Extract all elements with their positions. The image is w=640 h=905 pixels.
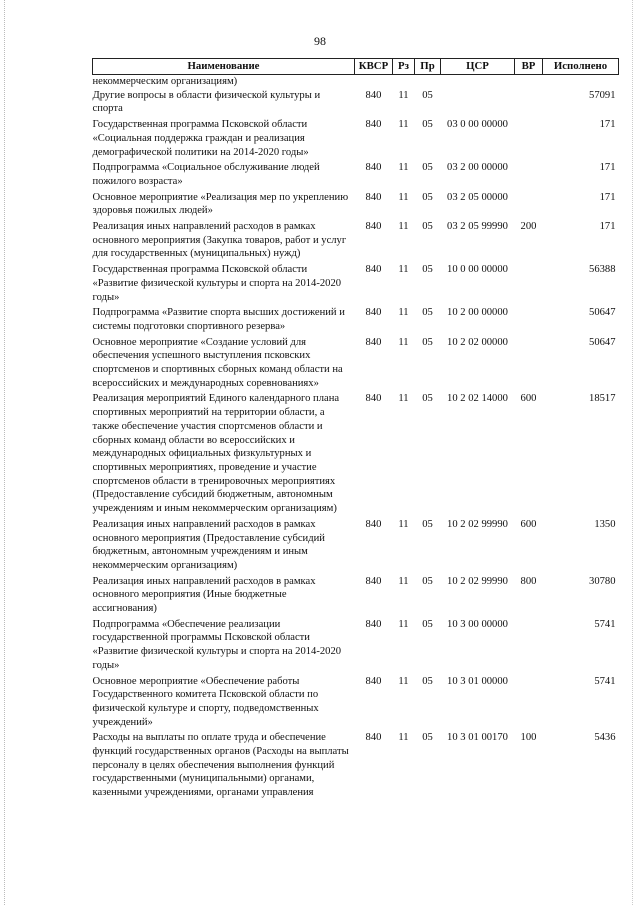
cell-kvsr: 840 bbox=[365, 732, 382, 744]
cell-kvsr: 840 bbox=[365, 336, 382, 348]
cell-done: 171 bbox=[599, 119, 616, 131]
cell-rz: 11 bbox=[398, 162, 409, 174]
cell-done: 171 bbox=[599, 191, 616, 203]
cell-csr: 10 2 02 14000 bbox=[447, 393, 508, 405]
table-row bbox=[93, 191, 619, 220]
cell-rz: 11 bbox=[398, 336, 409, 348]
cell-csr: 03 2 00 00000 bbox=[447, 162, 508, 174]
cell-pr: 05 bbox=[422, 518, 433, 530]
cell-done: 18517 bbox=[589, 393, 616, 405]
cell-vr bbox=[515, 263, 543, 306]
table-row bbox=[93, 75, 619, 89]
cell-csr: 10 0 00 00000 bbox=[447, 264, 508, 276]
table-row bbox=[93, 575, 619, 618]
cell-vr bbox=[515, 618, 543, 675]
cell-kvsr: 840 bbox=[365, 119, 382, 131]
header-name: Наименование bbox=[93, 59, 355, 75]
cell-kvsr bbox=[355, 75, 393, 89]
cell-csr: 10 3 01 00170 bbox=[447, 732, 508, 744]
cell-pr: 05 bbox=[422, 393, 433, 405]
cell-pr: 05 bbox=[422, 89, 433, 101]
cell-kvsr: 840 bbox=[365, 618, 382, 630]
header-done: Исполнено bbox=[543, 59, 619, 75]
cell-rz: 11 bbox=[398, 393, 409, 405]
table-header-row bbox=[93, 59, 619, 75]
table-row bbox=[93, 220, 619, 263]
cell-rz: 11 bbox=[398, 264, 409, 276]
cell-vr bbox=[515, 75, 543, 89]
cell-kvsr: 840 bbox=[365, 221, 382, 233]
cell-name: Реализация мероприятий Единого календарного плана спортивных мероприятий на территории области, а также обеспечение участия спортсменов области и сборных команд области во всероссийских и международных официальных физкультурных и спортивных мероприятиях, проведение и участие спортсменов области в тренировочных мероприятиях (Предоставление субсидий бюджетным, автономным учреждениям и иным некоммерческим организациям) bbox=[92, 393, 340, 515]
cell-pr: 05 bbox=[422, 191, 433, 203]
cell-kvsr: 840 bbox=[365, 675, 382, 687]
cell-rz: 11 bbox=[398, 89, 409, 101]
cell-csr: 10 2 02 99990 bbox=[447, 518, 508, 530]
header-kvsr: КВСР bbox=[355, 59, 393, 75]
cell-kvsr: 840 bbox=[365, 307, 382, 319]
cell-vr bbox=[515, 336, 543, 393]
cell-pr: 05 bbox=[422, 675, 433, 687]
cell-done: 1350 bbox=[594, 518, 616, 530]
table-row bbox=[93, 731, 619, 802]
cell-rz: 11 bbox=[398, 618, 409, 630]
scan-edge-left bbox=[4, 0, 6, 905]
cell-csr: 03 2 05 00000 bbox=[447, 191, 508, 203]
cell-csr: 10 3 00 00000 bbox=[447, 618, 508, 630]
cell-pr bbox=[415, 75, 441, 89]
cell-kvsr: 840 bbox=[365, 89, 382, 101]
cell-pr: 05 bbox=[422, 264, 433, 276]
cell-rz: 11 bbox=[398, 732, 409, 744]
cell-rz: 11 bbox=[398, 518, 409, 530]
table-row bbox=[93, 518, 619, 575]
cell-rz bbox=[393, 75, 415, 89]
cell-done bbox=[543, 75, 619, 89]
table-row bbox=[93, 118, 619, 161]
header-rz: Рз bbox=[393, 59, 415, 75]
cell-name: Государственная программа Псковской области «Социальная поддержка граждан и реализация демографической политики на 2014-2020 годы» bbox=[92, 119, 309, 158]
cell-done: 171 bbox=[599, 221, 616, 233]
cell-done: 5741 bbox=[594, 675, 616, 687]
cell-vr bbox=[515, 306, 543, 335]
cell-vr bbox=[515, 161, 543, 190]
cell-vr bbox=[515, 675, 543, 732]
cell-name: Реализация иных направлений расходов в рамках основного мероприятия (Предоставление субсидий бюджетным, автономным учреждениям и иным некоммерческим организациям) bbox=[92, 518, 325, 571]
cell-csr bbox=[441, 75, 515, 89]
cell-vr bbox=[515, 191, 543, 220]
cell-vr: 200 bbox=[520, 221, 537, 233]
cell-done: 30780 bbox=[589, 575, 616, 587]
cell-rz: 11 bbox=[398, 221, 409, 233]
cell-vr bbox=[515, 89, 543, 118]
cell-kvsr: 840 bbox=[365, 518, 382, 530]
cell-vr: 600 bbox=[520, 393, 537, 405]
cell-name: Основное мероприятие «Создание условий для обеспечения успешного выступления псковских спортсменов и спортивных сборных команд области на всероссийских и международных соревнованиях» bbox=[92, 336, 343, 389]
cell-done: 5741 bbox=[594, 618, 616, 630]
cell-done: 57091 bbox=[589, 89, 616, 101]
cell-done: 5436 bbox=[594, 732, 616, 744]
cell-done: 171 bbox=[599, 162, 616, 174]
cell-csr bbox=[441, 89, 515, 118]
header-pr: Пр bbox=[415, 59, 441, 75]
cell-rz: 11 bbox=[398, 675, 409, 687]
cell-name: Расходы на выплаты по оплате труда и обеспечение функций государственных органов (Расходы на выплаты персоналу в целях обеспечения выполнения функций государственными (муниципальными) органами, казенными учреждениями, органами управления bbox=[92, 732, 349, 799]
cell-kvsr: 840 bbox=[365, 162, 382, 174]
table-row bbox=[93, 336, 619, 393]
cell-name: Основное мероприятие «Обеспечение работы Государственного комитета Псковской области по физической культуре и спорту, подведомственных учреждений» bbox=[92, 675, 319, 728]
header-vr: ВР bbox=[515, 59, 543, 75]
cell-name: Подпрограмма «Обеспечение реализации государственной программы Псковской области «Развитие физической культуры и спорта на 2014-2020 годы» bbox=[92, 618, 342, 671]
table-row bbox=[93, 263, 619, 306]
cell-vr: 800 bbox=[520, 575, 537, 587]
cell-vr bbox=[515, 118, 543, 161]
cell-pr: 05 bbox=[422, 307, 433, 319]
cell-rz: 11 bbox=[398, 307, 409, 319]
cell-pr: 05 bbox=[422, 221, 433, 233]
cell-csr: 10 3 01 00000 bbox=[447, 675, 508, 687]
cell-name: Реализация иных направлений расходов в рамках основного мероприятия (Закупка товаров, работ и услуг для государственных (муниципальных) нужд) bbox=[92, 221, 347, 260]
cell-name: некоммерческим организациям) bbox=[92, 76, 238, 87]
cell-pr: 05 bbox=[422, 575, 433, 587]
cell-csr: 03 0 00 00000 bbox=[447, 119, 508, 131]
cell-csr: 03 2 05 99990 bbox=[447, 221, 508, 233]
cell-csr: 10 2 02 00000 bbox=[447, 336, 508, 348]
table-row bbox=[93, 306, 619, 335]
cell-kvsr: 840 bbox=[365, 191, 382, 203]
cell-vr: 600 bbox=[520, 518, 537, 530]
cell-name: Основное мероприятие «Реализация мер по укреплению здоровья пожилых людей» bbox=[92, 191, 349, 217]
table-body bbox=[93, 75, 619, 802]
table-row bbox=[93, 392, 619, 517]
cell-pr: 05 bbox=[422, 336, 433, 348]
cell-name: Реализация иных направлений расходов в рамках основного мероприятия (Иные бюджетные ассигнования) bbox=[92, 575, 316, 615]
cell-rz: 11 bbox=[398, 191, 409, 203]
cell-name: Подпрограмма «Социальное обслуживание людей пожилого возраста» bbox=[92, 162, 320, 187]
cell-csr: 10 2 00 00000 bbox=[447, 307, 508, 319]
cell-name: Государственная программа Псковской области «Развитие физической культуры и спорта на 2014-2020 годы» bbox=[92, 264, 342, 303]
cell-kvsr: 840 bbox=[365, 264, 382, 276]
cell-vr: 100 bbox=[520, 732, 537, 744]
cell-name: Подпрограмма «Развитие спорта высших достижений и системы подготовки спортивного резерва» bbox=[92, 307, 345, 332]
table-row bbox=[93, 675, 619, 732]
cell-done: 50647 bbox=[589, 307, 616, 319]
cell-csr: 10 2 02 99990 bbox=[447, 575, 508, 587]
cell-done: 50647 bbox=[589, 336, 616, 348]
cell-pr: 05 bbox=[422, 162, 433, 174]
cell-name: Другие вопросы в области физической культуры и спорта bbox=[92, 89, 321, 115]
cell-pr: 05 bbox=[422, 119, 433, 131]
table-row bbox=[93, 618, 619, 675]
cell-kvsr: 840 bbox=[365, 393, 382, 405]
header-csr: ЦСР bbox=[441, 59, 515, 75]
cell-rz: 11 bbox=[398, 575, 409, 587]
budget-table bbox=[92, 58, 619, 802]
cell-rz: 11 bbox=[398, 119, 409, 131]
cell-pr: 05 bbox=[422, 732, 433, 744]
table-row bbox=[93, 161, 619, 190]
page-number: 98 bbox=[314, 34, 326, 48]
cell-done: 56388 bbox=[589, 264, 616, 276]
scan-edge-right bbox=[632, 0, 634, 905]
cell-kvsr: 840 bbox=[365, 575, 382, 587]
cell-pr: 05 bbox=[422, 618, 433, 630]
table-row bbox=[93, 89, 619, 118]
